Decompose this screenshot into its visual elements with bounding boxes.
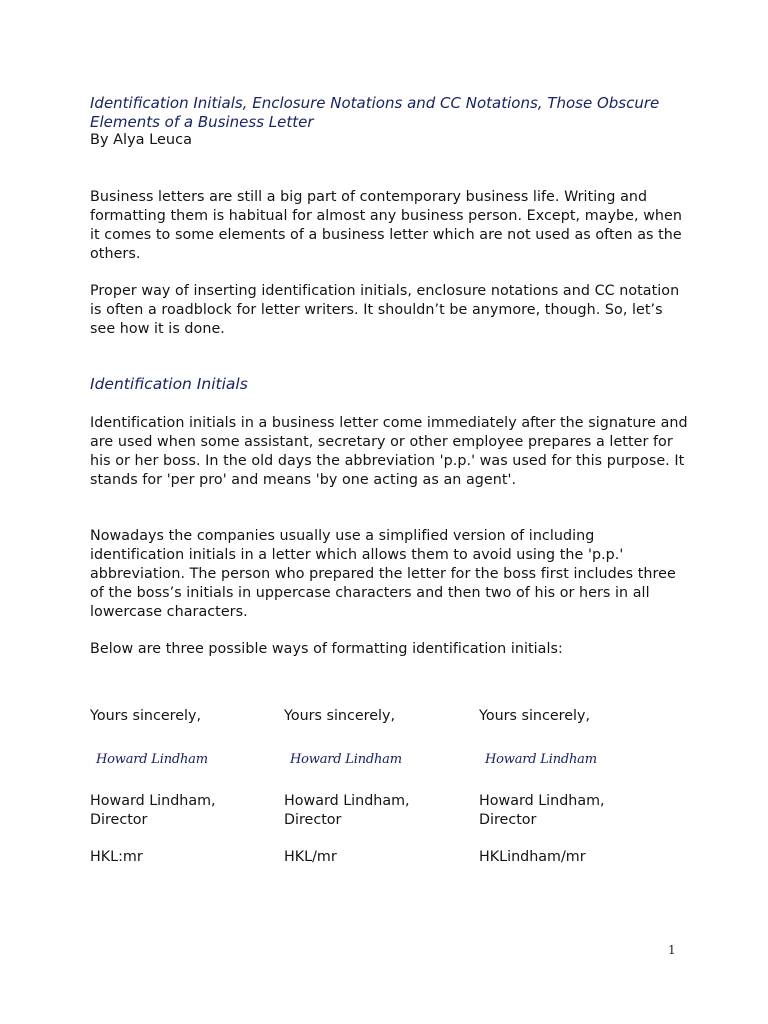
author-byline: By Alya Leuca xyxy=(90,132,192,148)
signer-title: Director xyxy=(284,812,342,828)
page-number: 1 xyxy=(668,943,676,957)
intro-paragraph: Business letters are still a big part of contemporary business life. Writing and formatting them is habitual for almost any business person. Except, maybe, when it comes to some elements of a business letter which are not used as often as the others. xyxy=(90,189,682,262)
body-paragraph: Below are three possible ways of formatting identification initials: xyxy=(90,641,563,657)
signer-name: Howard Lindham, xyxy=(90,793,216,809)
section-heading: Identification Initials xyxy=(90,375,248,393)
body-paragraph: Identification initials in a business letter come immediately after the signature and are used when some assistant, secretary or other employee prepares a letter for his or her boss. In the old days the abbreviation 'p.p.' was used for this purpose. It stands for 'per pro' and means 'by one acting as an agent'. xyxy=(90,415,688,488)
closing-line: Yours sincerely, xyxy=(90,708,201,724)
body-paragraph: Nowadays the companies usually use a simplified version of including identification initials in a letter which allows them to avoid using the 'p.p.' abbreviation. The person who prepared the letter for the boss first includes three of the boss’s initials in uppercase characters and then two of his or hers in all lowercase characters. xyxy=(90,528,676,620)
signer-title: Director xyxy=(479,812,537,828)
handwritten-signature: Howard Lindham xyxy=(96,752,208,767)
identification-initials: HKL:mr xyxy=(90,849,143,865)
signer-title: Director xyxy=(90,812,148,828)
intro-paragraph: Proper way of inserting identification initials, enclosure notations and CC notation is often a roadblock for letter writers. It shouldn’t be anymore, though. So, let’s see how it is done. xyxy=(90,283,680,337)
identification-initials: HKL/mr xyxy=(284,849,337,865)
handwritten-signature: Howard Lindham xyxy=(485,752,597,767)
handwritten-signature: Howard Lindham xyxy=(290,752,402,767)
document-title: Identification Initials, Enclosure Notations and CC Notations, Those Obscure Elements of a Business Letter xyxy=(90,94,660,131)
identification-initials: HKLindham/mr xyxy=(479,849,586,865)
signer-name: Howard Lindham, xyxy=(284,793,410,809)
signer-name: Howard Lindham, xyxy=(479,793,605,809)
closing-line: Yours sincerely, xyxy=(284,708,395,724)
closing-line: Yours sincerely, xyxy=(479,708,590,724)
